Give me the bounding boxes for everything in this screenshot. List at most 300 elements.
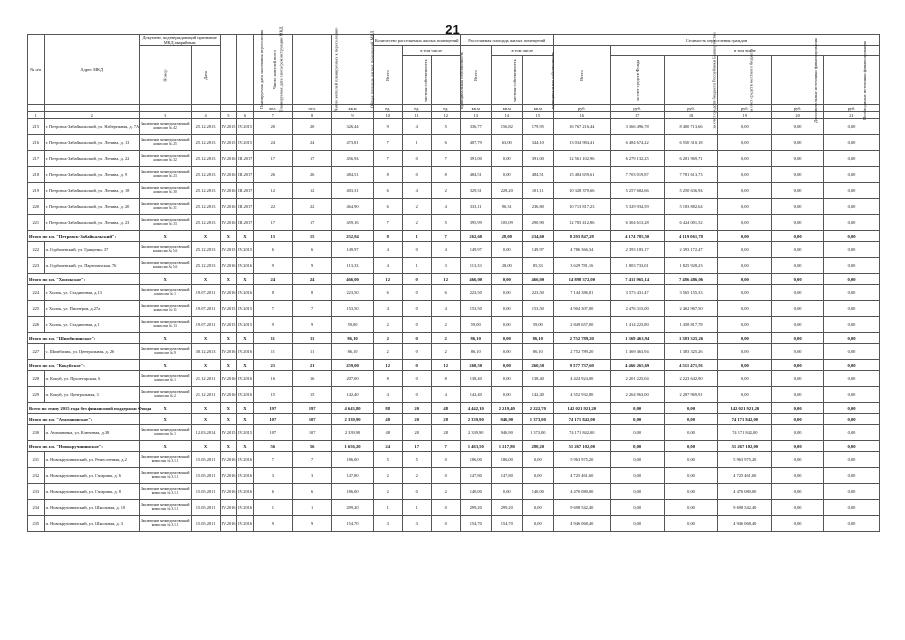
table-cell: 0 [402,333,431,344]
table-cell: 0,00 [772,484,824,500]
table-cell: 259,00 [332,360,373,371]
table-cell: X [191,231,220,242]
table-cell: 51 267 102,00 [553,441,610,452]
table-cell: 4 904 307,00 [553,301,610,317]
table-cell: 1 373,00 [522,414,553,425]
table-cell: 0 [402,285,431,301]
table-cell: 0,00 [824,119,880,135]
table-row [28,301,880,317]
table-cell: 6 [373,199,402,215]
table-cell: Всего по этапу 2015 года без финансовой поддержки Фонда [28,403,140,414]
table-cell: 221 [28,215,45,231]
table-cell: 0,00 [718,183,772,199]
table-cell: IV.2016 [237,285,254,301]
table-cell: 140,00 [460,484,491,500]
table-cell: 12 561 102,96 [553,151,610,167]
table-cell: 403,31 [332,183,373,199]
table-cell: X [191,403,220,414]
table-cell: 5 183 882,64 [664,199,718,215]
table-cell: 20 [402,425,431,441]
hdr-cost-fund: за счет средств Фонда [610,56,664,105]
table-cell: 218 [28,167,45,183]
table-cell: с. Шимбилик, ул. Центральная, д. 26 [44,344,139,360]
table-cell: Заключение межведомственной комиссии № 33 [139,215,191,231]
table-cell: 0,00 [610,484,664,500]
table-cell: 25.12.2013 [191,183,220,199]
table-cell: 15 [292,231,331,242]
table-cell: 9 [373,119,402,135]
table-cell: 2 [431,484,460,500]
table-cell: 391,00 [522,151,553,167]
table-cell: п. Новокручининский, ул. Гагарина, д. 8 [44,484,139,500]
table-cell: 107 [253,414,292,425]
table-cell: 142 021 921,20 [718,403,772,414]
table-cell: 11 [253,333,292,344]
table-cell: 0,00 [664,425,718,441]
table-cell: 0,00 [772,317,824,333]
table-cell: 0,00 [522,500,553,516]
table-cell: 11 [402,112,431,119]
hdr-planned-relocation: Планируемая дата окончания переселения [220,35,237,105]
table-cell: 229 [28,387,45,403]
table-cell: Заключение межведомственной комиссии № 11 [139,301,191,317]
table-cell: 233 [28,484,45,500]
table-cell: 1 [402,135,431,151]
table-cell: Итого по г.п. "Петровск-Забайкальский": [28,231,140,242]
table-cell: Итого по г.п. "Новокручининское": [28,441,140,452]
table-cell: 0,00 [772,301,824,317]
table-cell: 3 565 155,33 [664,285,718,301]
table-cell: 25.12.2013 [191,242,220,258]
table-cell: 142,40 [522,387,553,403]
table-cell: 0,00 [664,468,718,484]
table-cell: 15 484 659,61 [553,167,610,183]
table-cell: 10 [373,112,402,119]
table-cell: 2 339,90 [460,414,491,425]
table-cell: 223 [28,258,45,274]
table-cell: 186,00 [332,484,373,500]
table-cell: Заключение межведомственной комиссии № 5.6 [139,242,191,258]
table-cell: 9 698 542,40 [718,500,772,516]
table-cell: руб. [824,105,880,112]
hdr-doc-group: Документ, подтверждающий признание МКД аварийным [139,35,220,46]
table-cell: 149,97 [522,242,553,258]
table-cell: 86,10 [522,333,553,344]
table-cell: 5 [373,452,402,468]
table-cell: 473,81 [332,135,373,151]
table-cell: 0,00 [522,452,553,468]
table-cell: 0,00 [718,119,772,135]
table-cell: 8 [373,167,402,183]
table-cell: 0,00 [772,344,824,360]
table-cell: 0,00 [664,516,718,532]
table-cell: 228,20 [491,183,522,199]
table-cell: 6 [373,285,402,301]
table-cell: 456,94 [332,151,373,167]
table-cell: 336,77 [460,119,491,135]
table-cell [191,105,220,112]
table-cell: 147,80 [332,468,373,484]
table-cell: 0,00 [718,135,772,151]
table-cell: 0,00 [824,516,880,532]
table-cell: 329,31 [460,183,491,199]
table-cell: 3 [402,516,431,532]
table-cell: 0,00 [491,371,522,387]
table-cell: 0,00 [824,414,880,425]
table-cell: IV.2016 [220,484,237,500]
table-cell: 2 [431,317,460,333]
table-cell: 5 963 975,20 [553,452,610,468]
table-cell: 197 [253,403,292,414]
table-cell: 391,00 [460,151,491,167]
table-cell: X [220,231,237,242]
table-cell: 5 [220,112,237,119]
table-row [28,242,880,258]
table-cell: 21 [253,360,292,371]
table-cell: ед. [373,105,402,112]
table-cell: 3 [431,258,460,274]
table-cell: 6 484 674,22 [610,135,664,151]
table-cell: 4 [431,387,460,403]
table-cell: Заключение межведомственной комиссии № 30 [139,183,191,199]
table-cell: 105,09 [491,215,522,231]
table-cell: 15.05.2011 [191,452,220,468]
table-cell: 5 [431,119,460,135]
table-cell: 0 [431,500,460,516]
table-cell: 0,00 [824,425,880,441]
table-row [28,484,880,500]
table-cell: 12 [431,112,460,119]
hdr-rooms-private: частная собственность [402,56,431,105]
table-cell: Итого по г.п. "Хилокское": [28,274,140,285]
table-cell: 7 703 019,87 [610,167,664,183]
table-cell: 4 786 366,34 [553,242,610,258]
table-row [28,151,880,167]
table-cell: Заключение межведомственной комиссии № 42 [139,119,191,135]
table-cell: 0,00 [664,500,718,516]
table-cell: Итого по г.п. "Шимбилинское": [28,333,140,344]
table-cell: 0,00 [610,452,664,468]
table-cell: 0,00 [664,452,718,468]
table-cell: 0 [431,516,460,532]
table-cell [44,105,139,112]
subtotal-row [28,403,880,414]
table-cell: 0,00 [491,301,522,317]
table-cell: 0,00 [610,516,664,532]
table-cell: 252,84 [332,231,373,242]
table-cell: 466,00 [522,274,553,285]
table-cell: г. Петровск-Забайкальский, ул. Ленина, д. 13 [44,135,139,151]
table-cell: X [139,231,191,242]
table-cell: 0,00 [491,285,522,301]
hdr-cost-needed: Необходимые источники финансирования [824,56,880,105]
table-row [28,452,880,468]
table-cell: 0,00 [491,344,522,360]
table-cell: 0 [402,274,431,285]
table-cell: X [220,274,237,285]
table-cell: 0,00 [772,151,824,167]
table-cell: 12 [253,183,292,199]
table-cell: 0,00 [772,285,824,301]
table-cell: 154,70 [460,516,491,532]
table-cell: 262,60 [460,231,491,242]
table-cell: 0 [402,360,431,371]
table-cell: Заключение межведомственной комиссии № 1 [139,285,191,301]
table-cell: 230 [28,425,45,441]
table-cell: X [237,231,254,242]
table-row [28,285,880,301]
table-cell: п. Атамановка, ул. Ключевая, д.38 [44,425,139,441]
table-cell: 15.05.2011 [191,468,220,484]
table-cell: IV.2016 [237,371,254,387]
table-cell: 101,11 [522,183,553,199]
hdr-cost-region: за счет средств бюджета Республики Башкортостан [664,56,718,105]
table-cell: 1 458 817,78 [664,317,718,333]
hdr-cost-total: Всего [553,46,610,105]
table-cell: 197 [292,403,331,414]
table-cell: 4 511 471,91 [664,360,718,371]
table-cell: 7 [431,441,460,452]
table-cell: 7 [431,231,460,242]
table-cell: 0,00 [718,151,772,167]
table-cell: 4 [402,183,431,199]
table-cell: 215 [28,119,45,135]
table-cell: 12 783 412,86 [553,215,610,231]
hdr-doc-number: Номер [139,46,191,105]
table-cell: Заключение межведомственной комиссии № 31 [139,199,191,215]
table-cell: г. Петровск-Забайкальский, ул. Ленина, д. 20 [44,199,139,215]
table-cell: 0,00 [824,484,880,500]
table-cell: 0,00 [772,452,824,468]
table-cell: 333,11 [460,199,491,215]
table-cell: кв.м [460,105,491,112]
table-cell: 0,00 [664,414,718,425]
table-cell: X [237,333,254,344]
table-cell: 138,40 [460,371,491,387]
hdr-area-incl: в том числе [491,46,553,56]
table-cell: IV.2016 [220,516,237,532]
table-cell: п. Кокуй, ул. Центральная, 3 [44,387,139,403]
table-cell: 0,00 [772,333,824,344]
table-cell: 0,00 [491,360,522,371]
table-cell: 153,50 [460,301,491,317]
table-cell: 15 [253,387,292,403]
table-cell: 0,00 [718,360,772,371]
table-cell: 142 021 921,20 [553,403,610,414]
table-cell: 13 [460,112,491,119]
table-row [28,371,880,387]
table-cell: 11 [253,344,292,360]
table-cell: 0,00 [772,414,824,425]
table-cell: 1 803 733,01 [610,258,664,274]
hdr-residents: Число жителей всего [253,35,292,105]
table-cell: 86,10 [522,344,553,360]
table-cell: 1 656,20 [332,441,373,452]
table-cell: 4 946 068,40 [553,516,610,532]
hdr-rooms-municipal: муниципальная собственность [431,56,460,105]
table-cell: 8 [292,285,331,301]
table-cell: 10 328 379,66 [553,183,610,199]
table-row [28,468,880,484]
table-cell: 0,00 [824,199,880,215]
table-cell: 13 034 984,41 [553,135,610,151]
table-cell: 186,00 [491,452,522,468]
table-cell: г. Хилок, ул. Стадионная, д.13 [44,285,139,301]
table-cell: 12 [292,183,331,199]
table-cell: 2 [373,468,402,484]
table-cell: г. Петровск-Забайкальский, ул. Ленина, д. 23 [44,215,139,231]
table-cell: X [139,333,191,344]
table-cell: Заключение межведомственной комиссии № 2 [139,387,191,403]
table-cell: 0,00 [718,258,772,274]
table-cell: п. Горбачевский, ул. Гриценко, 37 [44,242,139,258]
table-cell: 25.12.2013 [191,151,220,167]
table-cell: 0 [402,344,431,360]
table-cell: 14 898 372,00 [553,274,610,285]
table-cell: 0 [402,484,431,500]
table-cell: 88 [373,403,402,414]
table-cell: IV.2016 [237,468,254,484]
table-cell: X [220,441,237,452]
column-number-row [28,112,880,119]
table-cell: 1 383 325,26 [664,344,718,360]
table-cell: 5 257 682,66 [610,183,664,199]
table-cell: 10 713 817,23 [553,199,610,215]
table-cell: 299,20 [460,500,491,516]
hdr-area-group: Расселяемая площадь жилых помещений [460,35,553,46]
table-cell: 0,00 [718,231,772,242]
table-cell: X [237,360,254,371]
table-cell: 86,10 [332,344,373,360]
table-cell: IV.2015 [220,242,237,258]
table-cell: 16 [292,371,331,387]
table-cell: 0,00 [824,387,880,403]
table-cell: X [237,441,254,452]
table-cell: 0,00 [718,344,772,360]
subtotal-row [28,360,880,371]
table-cell: 484,51 [460,167,491,183]
table-cell: IV.2016 [237,344,254,360]
table-cell: 484,51 [332,167,373,183]
table-cell: 459,16 [332,215,373,231]
table-cell: 86,10 [332,333,373,344]
table-cell: 7 486 486,06 [664,274,718,285]
table-cell: г. Петровск-Забайкальский, ул. Набережная, д. 7А [44,119,139,135]
table-cell: 0,00 [824,151,880,167]
table-cell: 2 287 969,91 [664,387,718,403]
table-cell: руб. [772,105,824,112]
table-cell: IV.2016 [237,516,254,532]
table-cell: 0,00 [610,403,664,414]
table-cell: 236,80 [522,199,553,215]
table-cell: 0,00 [664,441,718,452]
table-cell: 0,00 [610,500,664,516]
hdr-rooms-group: Количество расселяемых жилых помещений [373,35,460,46]
table-cell: 4 [431,242,460,258]
table-cell: IV.2015 [220,135,237,151]
table-cell: 59,00 [332,317,373,333]
table-cell: 6 304 613,28 [610,215,664,231]
table-cell: 26 [253,167,292,183]
table-cell: 290,90 [522,215,553,231]
table-cell: IV.2016 [220,151,237,167]
table-cell: 11 [292,344,331,360]
table-cell: 12 [373,360,402,371]
table-cell: 407,79 [460,135,491,151]
table-cell: 0,00 [824,135,880,151]
table-body [28,105,880,532]
table-cell: 26 [292,167,331,183]
table-cell: 0,00 [610,468,664,484]
table-cell: Заключение межведомственной комиссии № 1 [139,425,191,441]
table-cell: 0,00 [824,468,880,484]
table-cell: IV.2016 [220,285,237,301]
table-cell: 4 [431,199,460,215]
table-cell: 28 [431,425,460,441]
table-cell: 107 [292,414,331,425]
table-cell: 7 [253,452,292,468]
table-cell: 0,00 [718,167,772,183]
table-cell: п. Новокручининский, ул. Школьная, д. 3 [44,516,139,532]
table-cell: 0,00 [772,387,824,403]
table-cell: IV.2015 [237,317,254,333]
table-cell: 2 [431,333,460,344]
table-cell: 0,00 [718,274,772,285]
table-cell: 16 [553,112,610,119]
table-cell: руб. [718,105,772,112]
table-cell: 25.12.2013 [191,135,220,151]
table-cell: 0,00 [772,468,824,484]
relocation-table-sheet [27,26,880,532]
table-cell: 4 442,10 [460,403,491,414]
table-cell: ед. [431,105,460,112]
table-cell: 7 [373,151,402,167]
table-cell: 9 698 542,40 [553,500,610,516]
table-cell: 24 [292,274,331,285]
table-cell: IV.2015 [220,317,237,333]
table-cell: 1 [253,500,292,516]
table-cell: 0,00 [824,333,880,344]
table-cell: 3 573 431,47 [610,285,664,301]
table-cell: 156,82 [491,119,522,135]
table-cell: 4 424 924,00 [553,371,610,387]
table-cell: 4 119 061,78 [664,231,718,242]
table-cell: 21 [292,360,331,371]
hdr-cost-group: Стоимость переселения граждан [553,35,879,46]
table-cell: 4 946 068,40 [718,516,772,532]
table-cell: 1 [28,112,45,119]
table-cell: 223,50 [522,285,553,301]
table-cell: 2 339,90 [460,425,491,441]
table-cell: 484,51 [522,167,553,183]
table-cell: г. Хилок, ул. Стадионная, д.1 [44,317,139,333]
table-cell: 2 201 225,04 [610,371,664,387]
table-cell: 1 [402,231,431,242]
table-cell: 9 577 737,60 [553,360,610,371]
table-cell: 216 [28,135,45,151]
table-cell: 0,00 [824,301,880,317]
table-cell: 138,40 [522,371,553,387]
table-cell: 24 [253,274,292,285]
table-cell: 344,10 [522,135,553,151]
subtotal-row [28,441,880,452]
table-cell: IV.2015 [237,135,254,151]
table-cell: 234,60 [522,231,553,242]
table-cell: 8 [373,371,402,387]
table-cell: 946,90 [491,425,522,441]
table-cell: Заключение межведомственной комиссии № 1 [139,371,191,387]
table-cell: 142,40 [460,387,491,403]
